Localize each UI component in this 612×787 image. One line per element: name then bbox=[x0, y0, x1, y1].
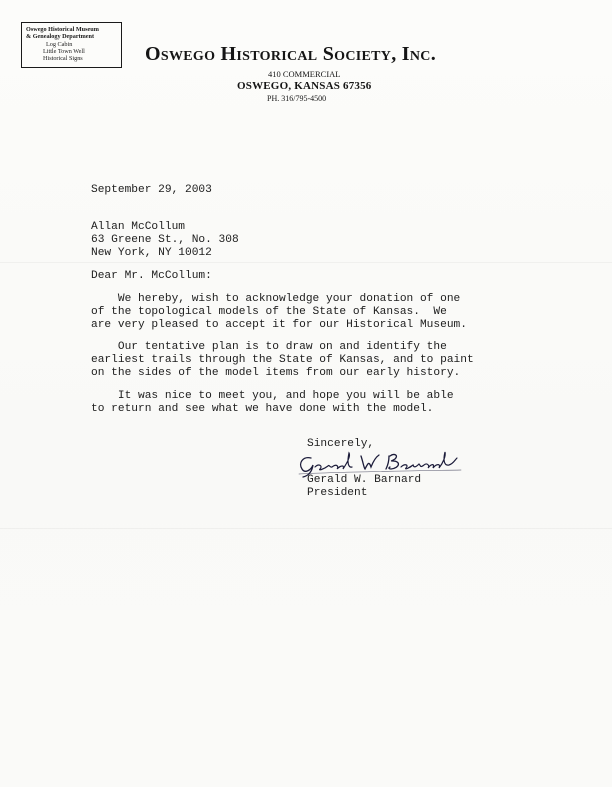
org-name bbox=[145, 43, 436, 66]
department-line: Little Town Well bbox=[43, 48, 85, 55]
body-line: on the sides of the model items from our early history. bbox=[91, 367, 461, 379]
recipient-line: 63 Greene St., No. 308 bbox=[91, 234, 239, 246]
paper-fold-line bbox=[0, 528, 612, 529]
recipient-line: New York, NY 10012 bbox=[91, 247, 212, 259]
body-line: of the topological models of the State of Kansas. We bbox=[91, 306, 447, 318]
body-line: We hereby, wish to acknowledge your donation of one bbox=[91, 293, 461, 305]
paper-fold-line bbox=[0, 262, 612, 263]
signer-title: President bbox=[307, 487, 368, 499]
department-line: Log Cabin bbox=[46, 41, 73, 48]
recipient-line: Allan McCollum bbox=[91, 221, 185, 233]
letter-date: September 29, 2003 bbox=[91, 184, 212, 196]
department-line: Oswego Historical Museum bbox=[26, 26, 99, 33]
department-line: & Genealogy Department bbox=[26, 33, 95, 40]
body-line: Our tentative plan is to draw on and identify the bbox=[91, 341, 447, 353]
signer-name: Gerald W. Barnard bbox=[307, 474, 422, 486]
department-box bbox=[21, 22, 122, 68]
body-line: earliest trails through the State of Kansas, and to paint bbox=[91, 354, 474, 366]
closing: Sincerely, bbox=[307, 438, 375, 450]
body-line: to return and see what we have done with the model. bbox=[91, 403, 434, 415]
org-street: 410 COMMERCIAL bbox=[268, 69, 341, 79]
org-phone: PH. 316/795-4500 bbox=[267, 94, 327, 103]
org-city: OSWEGO, KANSAS 67356 bbox=[237, 80, 372, 92]
body-line: are very pleased to accept it for our Historical Museum. bbox=[91, 319, 467, 331]
body-line: It was nice to meet you, and hope you will be able bbox=[91, 390, 454, 402]
salutation: Dear Mr. McCollum: bbox=[91, 270, 212, 282]
org-name-text: Oswego Historical Society, Inc. bbox=[145, 43, 437, 65]
department-line: Historical Signs bbox=[43, 55, 83, 62]
